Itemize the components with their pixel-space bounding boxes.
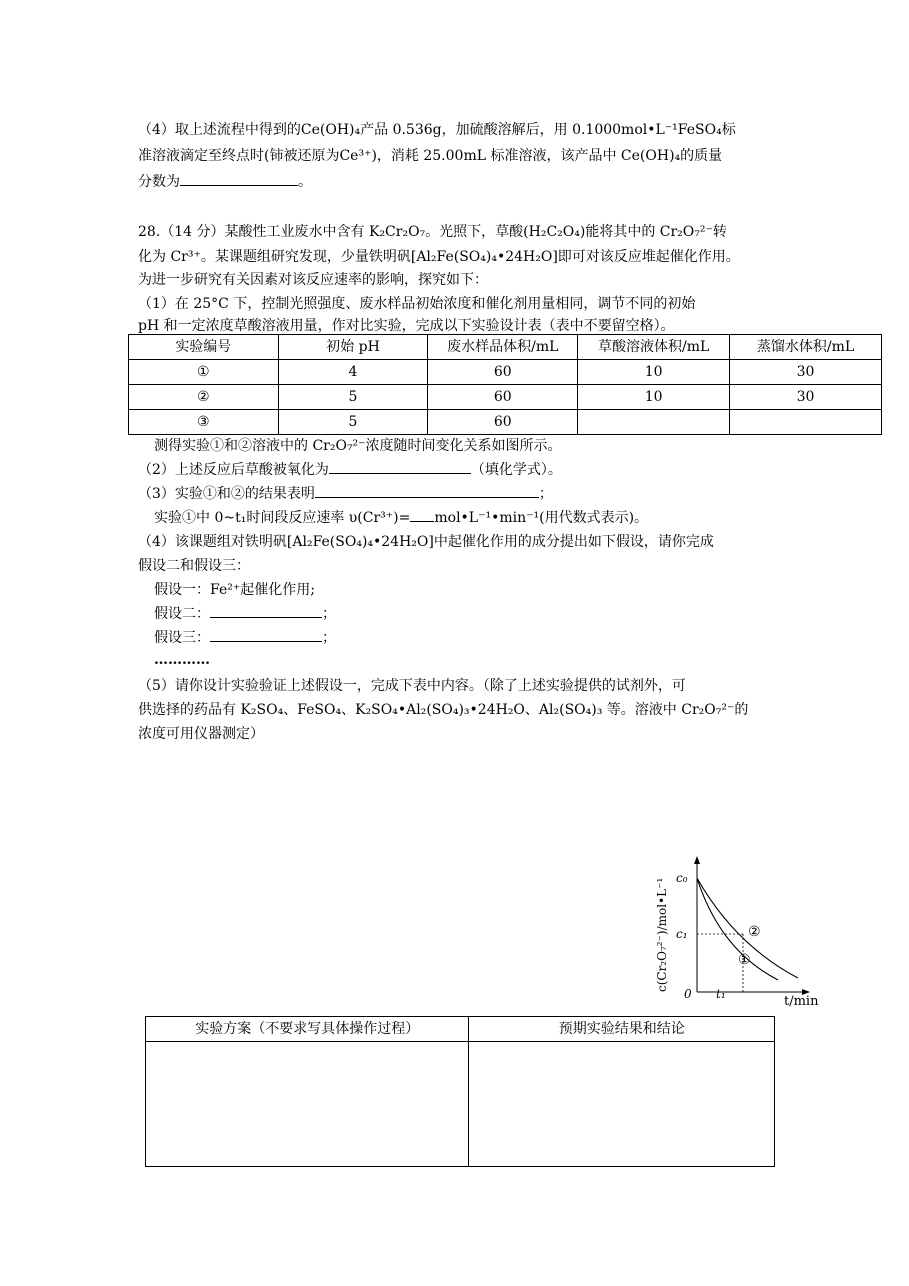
table-header-row — [129, 335, 882, 360]
q28-p3-rate-unit: mol•L⁻¹•min⁻¹(用代数式表示)。 — [434, 510, 649, 526]
hypothesis-3-end: ； — [322, 630, 336, 646]
concentration-time-chart — [640, 850, 840, 1010]
table-header-cell: 废水样品体积/mL — [428, 335, 578, 360]
table-header-cell: 实验方案（不要求写具体操作过程） — [146, 1017, 469, 1042]
q28-p4-line1: （4）该课题组对铁明矾[Al₂Fe(SO₄)₄•24H₂O]中起催化作用的成分提出如下假设，请你完成 — [138, 534, 714, 550]
q28-p4-line2: 假设二和假设三： — [138, 558, 250, 574]
table-header-row — [146, 1017, 775, 1042]
y-tick-c1: c₁ — [676, 927, 688, 941]
q28-p1-line1: （1）在 25°C 下，控制光照强度、废水样品初始浓度和催化剂用量相同，调节不同的初始 — [138, 296, 696, 312]
table-cell: 60 — [428, 360, 578, 385]
table-cell: 10 — [578, 360, 730, 385]
table-cell-blank-oxalic[interactable] — [578, 410, 730, 435]
y-tick-c0: c₀ — [676, 871, 688, 885]
q28-p5-line2: 供选择的药品有 K₂SO₄、FeSO₄、K₂SO₄•Al₂(SO₄)₃•24H₂O、Al₂(SO₄)₃ 等。溶液中 Cr₂O₇²⁻的 — [138, 702, 749, 718]
table-header-cell: 蒸馏水体积/mL — [730, 335, 882, 360]
table-cell: 4 — [278, 360, 428, 385]
measure-text: 测得实验①和②溶液中的 Cr₂O₇²⁻浓度随时间变化关系如图所示。 — [154, 438, 562, 454]
q28-p2 — [138, 458, 562, 482]
table-cell: ② — [129, 385, 279, 410]
table-cell: ③ — [129, 410, 279, 435]
q28-p3-text: （3）实验①和②的结果表明 — [138, 486, 315, 502]
table-header-cell: 草酸溶液体积/mL — [578, 335, 730, 360]
origin-label: 0 — [684, 987, 692, 1001]
table-header-cell: 实验编号 — [129, 335, 279, 360]
table-cell: 5 — [278, 385, 428, 410]
q28-p3-end: ； — [538, 486, 553, 502]
q4-line2: 准溶液滴定至终点时(铈被还原为Ce³⁺)，消耗 25.00mL 标准溶液，该产品中 Ce(OH)₄的质量 — [138, 148, 723, 164]
q28-p3-rate-text: 实验①中 0~t₁时间段反应速率 υ(Cr³⁺)= — [154, 510, 411, 526]
hypothesis-2-end: ； — [322, 606, 336, 622]
rate-answer-blank[interactable] — [410, 506, 434, 522]
table-cell: ① — [129, 360, 279, 385]
q28-p5-line1: （5）请你设计实验验证上述假设一，完成下表中内容。（除了上述实验提供的试剂外，可 — [138, 678, 686, 694]
table-cell: 60 — [428, 385, 578, 410]
series-label-1: ① — [738, 952, 751, 968]
experiment-design-table — [128, 334, 882, 435]
table-cell: 30 — [730, 360, 882, 385]
y-axis-arrow — [694, 856, 700, 864]
table-cell: 10 — [578, 385, 730, 410]
q28-p2-end: （填化学式）。 — [470, 462, 562, 478]
q4-line3-end: 。 — [298, 174, 312, 190]
table-row — [129, 360, 882, 385]
hypothesis-2-label: 假设二： — [154, 606, 210, 622]
q28-p3 — [138, 482, 553, 506]
x-axis-label: t/min — [784, 994, 819, 1009]
table-header-cell: 预期实验结果和结论 — [469, 1017, 775, 1042]
table-header-cell: 初始 pH — [278, 335, 428, 360]
q4-line3-text: 分数为 — [138, 174, 180, 190]
table-row — [129, 385, 882, 410]
p2-answer-blank[interactable] — [329, 458, 471, 474]
q28-line1: 28.（14 分）某酸性工业废水中含有 K₂Cr₂O₇。光照下，草酸(H₂C₂O₄)能将其中的 Cr₂O₇²⁻转 — [138, 224, 727, 240]
result-answer-cell[interactable] — [469, 1042, 775, 1167]
y-axis-label: c(Cr₂O₇²⁻)/mol•L⁻¹ — [655, 877, 669, 992]
series-label-2: ② — [748, 924, 761, 940]
p3-answer-blank[interactable] — [315, 482, 539, 498]
q28-p3-rate — [154, 506, 648, 530]
hypothesis-2-blank[interactable] — [210, 602, 322, 618]
q4-line3 — [138, 170, 312, 194]
table-cell-blank-water[interactable] — [730, 410, 882, 435]
hypothesis-2 — [154, 602, 336, 626]
experiment-plan-table — [145, 1016, 775, 1167]
ellipsis: ………… — [154, 652, 210, 668]
q28-p2-text: （2）上述反应后草酸被氧化为 — [138, 462, 329, 478]
hypothesis-3 — [154, 626, 336, 650]
hypothesis-3-label: 假设三： — [154, 630, 210, 646]
table-row — [146, 1042, 775, 1167]
plan-answer-cell[interactable] — [146, 1042, 469, 1167]
q28-p5-line3: 浓度可用仪器测定） — [138, 726, 264, 742]
q28-p1-line2: pH 和一定浓度草酸溶液用量，作对比实验，完成以下实验设计表（表中不要留空格）。 — [138, 318, 675, 334]
q4-answer-blank[interactable] — [180, 170, 298, 186]
hypothesis-3-blank[interactable] — [210, 626, 322, 642]
table-row — [129, 410, 882, 435]
hypothesis-1: 假设一：Fe²⁺起催化作用; — [154, 582, 315, 598]
table-cell: 30 — [730, 385, 882, 410]
table-cell: 5 — [278, 410, 428, 435]
x-tick-t1: t₁ — [716, 987, 726, 1001]
q28-line3: 为进一步研究有关因素对该反应速率的影响，探究如下： — [138, 272, 488, 288]
q4-line1: （4）取上述流程中得到的Ce(OH)₄产品 0.536g，加硫酸溶解后，用 0.1000mol•L⁻¹FeSO₄标 — [138, 122, 736, 138]
q28-line2: 化为 Cr³⁺。某课题组研究发现，少量铁明矾[Al₂Fe(SO₄)₄•24H₂O]即可对该反应堆起催化作用。 — [138, 249, 740, 265]
table-cell: 60 — [428, 410, 578, 435]
